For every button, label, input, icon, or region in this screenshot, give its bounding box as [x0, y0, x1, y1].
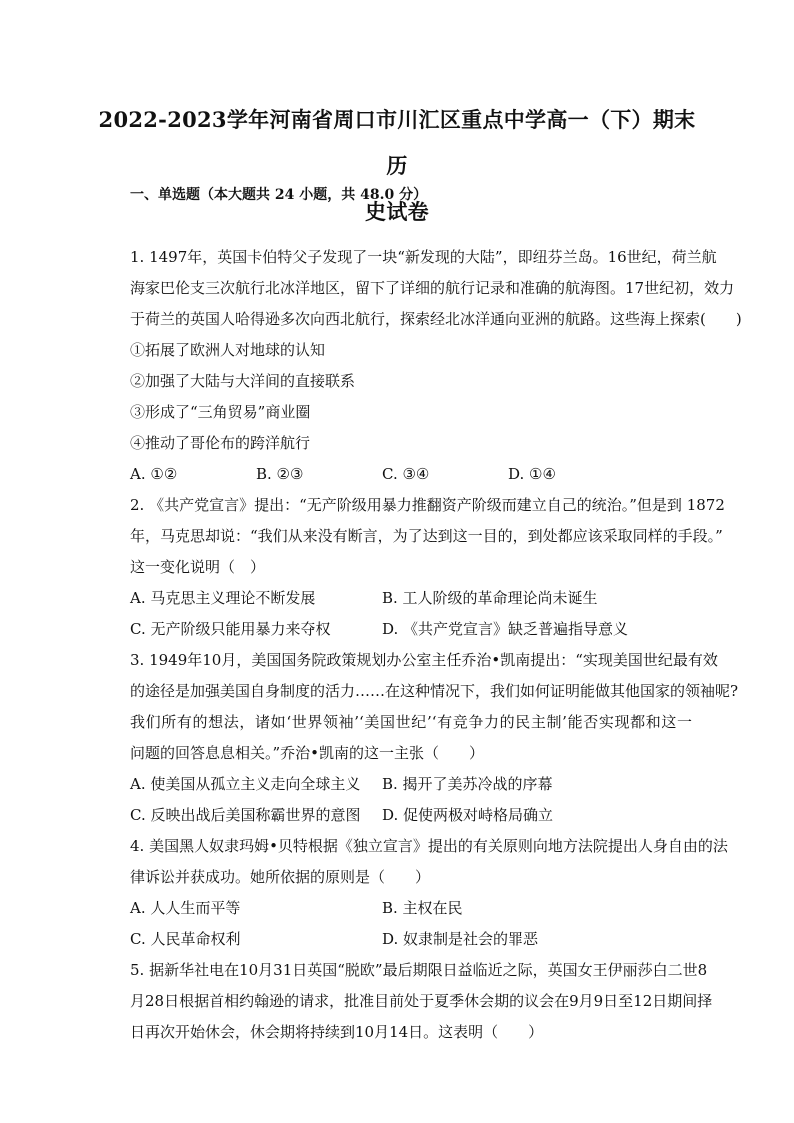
question-1-line: 海家巴伦支三次航行北冰洋地区，留下了详细的航行记录和准确的航海图。17世纪初，效力: [130, 279, 735, 297]
question-4-line: 4. 美国黑人奴隶玛姆•贝特根据《独立宣言》提出的有关原则向地方法院提出人身自由的法: [130, 837, 728, 855]
section-heading: 一、单选题（本大题共 24 小题，共 48.0 分）: [130, 187, 428, 203]
question-4-option-b[interactable]: B. 主权在民: [382, 899, 463, 917]
question-2-option-d[interactable]: D. 《共产党宣言》缺乏普遍指导意义: [382, 620, 629, 638]
exam-title: [90, 97, 704, 235]
question-3-option-c[interactable]: C. 反映出战后美国称霸世界的意图: [130, 806, 361, 824]
question-1-statement: ③形成了“三角贸易”商业圈: [130, 403, 311, 421]
question-3-line: 我们所有的想法，诸如‘世界领袖’‘美国世纪’‘有竞争力的民主制’能否实现都和这一: [130, 713, 692, 731]
question-4-option-c[interactable]: C. 人民革命权利: [130, 930, 241, 948]
question-4-option-d[interactable]: D. 奴隶制是社会的罪恶: [382, 930, 539, 948]
question-1-option-b[interactable]: B. ②③: [256, 465, 304, 483]
question-1-option-a[interactable]: A. ①②: [130, 465, 178, 483]
question-3-line: 问题的回答息息相关。”乔治•凯南的这一主张（ ）: [130, 744, 485, 762]
question-3-line: 3. 1949年10月，美国国务院政策规划办公室主任乔治•凯南提出：“实现美国世纪最有效: [130, 651, 718, 669]
question-5-line: 日再次开始休会，休会期将持续到10月14日。这表明（ ）: [130, 1023, 544, 1041]
title-line-1: 2022-2023学年河南省周口市川汇区重点中学高一（下）期末历: [98, 107, 696, 178]
question-1-statement: ①拓展了欧洲人对地球的认知: [130, 341, 326, 359]
question-2-option-c[interactable]: C. 无产阶级只能用暴力来夺权: [130, 620, 331, 638]
question-5-line: 5. 据新华社电在10月31日英国“脱欧”最后期限日益临近之际，英国女王伊丽莎白二世8: [130, 961, 708, 979]
question-1-statement: ②加强了大陆与大洋间的直接联系: [130, 372, 356, 390]
question-1-line: 1. 1497年，英国卡伯特父子发现了一块“新发现的大陆”，即纽芬兰岛。16世纪，荷兰航: [130, 248, 717, 266]
question-3-option-a[interactable]: A. 使美国从孤立主义走向全球主义: [130, 775, 361, 793]
question-2-option-a[interactable]: A. 马克思主义理论不断发展: [130, 589, 316, 607]
question-1-option-d[interactable]: D. ①④: [508, 465, 556, 483]
question-2-line: 这一变化说明（ ）: [130, 558, 266, 576]
title-line-2: 史试卷: [365, 199, 429, 224]
question-2-option-b[interactable]: B. 工人阶级的革命理论尚未诞生: [382, 589, 598, 607]
question-2-line: 2. 《共产党宣言》提出：“无产阶级用暴力推翻资产阶级而建立自己的统治。”但是到 1872: [130, 496, 725, 514]
question-3-line: 的途径是加强美国自身制度的活力……在这种情况下，我们如何证明能做其他国家的领袖呢?: [130, 682, 739, 700]
question-4-line: 律诉讼并获成功。她所依据的原则是（ ）: [130, 868, 431, 886]
question-5-line: 月28日根据首相约翰逊的请求，批准目前处于夏季休会期的议会在9月9日至12日期间择: [130, 992, 713, 1010]
question-4-option-a[interactable]: A. 人人生而平等: [130, 899, 241, 917]
question-3-option-b[interactable]: B. 揭开了美苏冷战的序幕: [382, 775, 553, 793]
question-1-line: 于荷兰的英国人哈得逊多次向西北航行，探索经北冰洋通向亚洲的航路。这些海上探索( ): [130, 310, 742, 328]
question-2-line: 年，马克思却说：“我们从来没有断言，为了达到这一目的，到处都应该采取同样的手段。”: [130, 527, 723, 545]
question-3-option-d[interactable]: D. 促使两极对峙格局确立: [382, 806, 554, 824]
question-1-option-c[interactable]: C. ③④: [382, 465, 430, 483]
question-1-statement: ④推动了哥伦布的跨洋航行: [130, 434, 311, 452]
